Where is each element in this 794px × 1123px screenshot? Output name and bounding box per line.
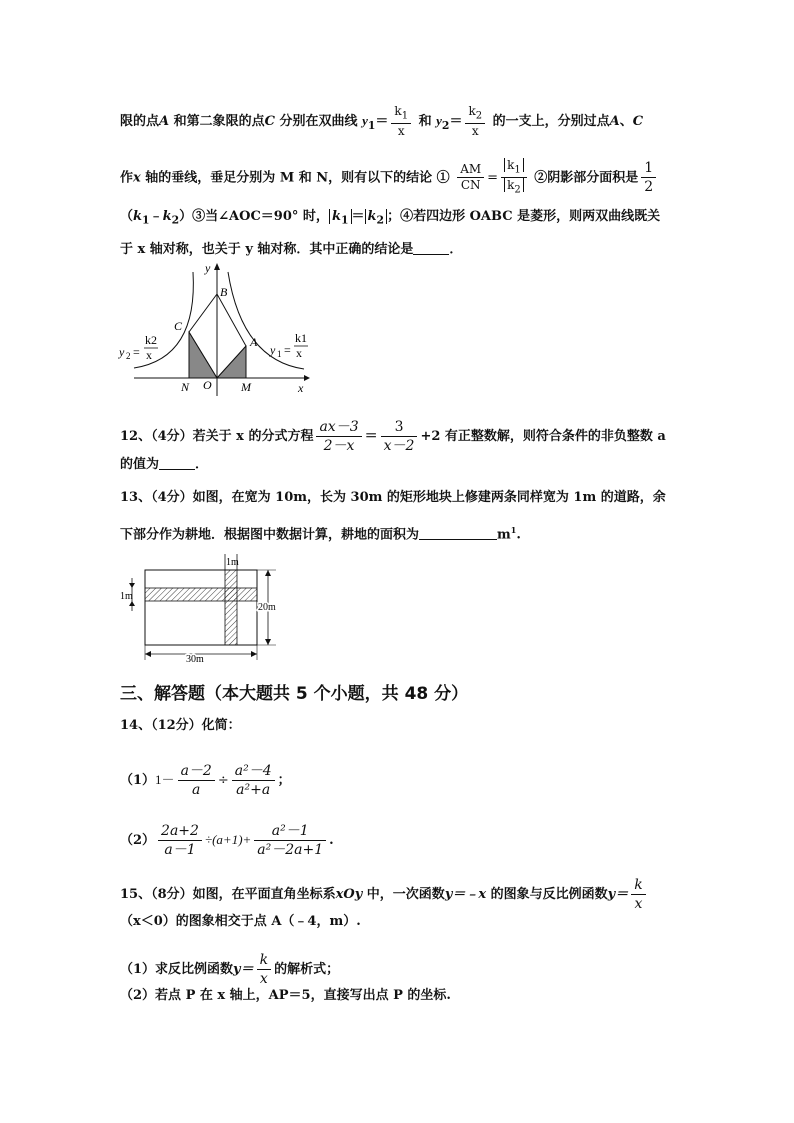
q15-part-2 — [120, 987, 451, 1005]
y1-num: k1 — [295, 331, 307, 345]
field-rectangle — [145, 570, 257, 645]
frac-den: 2－x — [316, 436, 361, 455]
point-b-label: B — [220, 285, 228, 299]
var-x: x — [133, 170, 141, 186]
y1-sub: 1 — [277, 349, 282, 359]
point-label: C — [632, 114, 644, 130]
fraction-a-minus-2-over-a — [178, 762, 215, 799]
subscript: 1 — [367, 118, 376, 132]
fraction-a2-minus-1 — [254, 822, 326, 859]
subscript: 1 — [142, 213, 150, 227]
y2-num: k2 — [145, 333, 157, 347]
expr-text: 1－ — [155, 772, 175, 787]
var-y: y — [436, 113, 442, 129]
y1-eq: = — [284, 343, 291, 357]
fraction-k1-x — [391, 104, 411, 139]
superscript: 1 — [510, 525, 517, 535]
q14-part-2 — [120, 822, 334, 859]
y2-sub: 2 — [126, 351, 131, 361]
q15-text: （1）求反比例函数 — [120, 962, 234, 977]
equals: ＝ — [351, 209, 365, 224]
frac-num: a²－4 — [234, 763, 272, 779]
unit: m — [497, 527, 511, 543]
period: ． — [449, 242, 463, 257]
point-label: A — [609, 114, 620, 130]
equals: ＝ — [375, 114, 389, 130]
bottom-dim-arrow-right — [251, 651, 257, 657]
q14-text: 14、（12分）化简： — [120, 718, 241, 733]
frac-den: x — [391, 123, 411, 139]
point-a-label: A — [250, 335, 258, 349]
q11-line-2 — [120, 158, 659, 198]
frac-den: x－2 — [381, 436, 418, 455]
answer-blank[interactable] — [419, 527, 497, 540]
var-k: k — [367, 209, 377, 224]
top-1m-label: 1m — [226, 557, 239, 568]
q15-line-2 — [120, 913, 361, 931]
bottom-dim-arrow-left — [145, 651, 151, 657]
frac-den: x — [465, 123, 485, 139]
fraction-half — [641, 159, 656, 196]
q15-text: 中，一次函数 — [362, 887, 445, 902]
q13-text: 13、（4分）如图，在宽为 10m，长为 30m 的矩形地块上修建两条同样宽为 1m 的道路，余 — [120, 490, 666, 505]
equals: ＝ — [364, 429, 378, 444]
frac-num: AM — [460, 162, 482, 177]
q11-text: 和 — [414, 114, 432, 130]
q15-text: （x＜0）的图象相交于点 A（﹣4，m）. — [120, 914, 361, 929]
coord-system: xOy — [335, 887, 363, 902]
q12-line-2 — [120, 456, 208, 474]
q15-text: 的图象与反比例函数 — [486, 887, 608, 902]
linear-fn: y＝﹣x — [444, 887, 487, 902]
point-o-label: O — [203, 378, 212, 392]
var-k: k — [331, 209, 341, 224]
y2-label: y — [119, 345, 125, 359]
q12-text: +2 有正整数解，则符合条件的非负整数 a — [420, 429, 666, 444]
right-dim-arrow-top — [265, 570, 271, 576]
expr-text: ÷(a+1)+ — [204, 832, 252, 847]
part-label: （2） — [120, 833, 156, 848]
fraction-a2-minus-4 — [232, 762, 275, 799]
subscript: 1 — [401, 110, 409, 122]
q15-line-1 — [120, 876, 649, 913]
hyperbola-y2-branch — [134, 272, 193, 368]
y2-den: x — [146, 348, 152, 362]
frac-num: 3 — [394, 419, 404, 435]
q15-part-1 — [120, 951, 339, 988]
frac-num: ax－3 — [319, 419, 359, 435]
point-n-label: N — [181, 380, 190, 394]
point-c-label: C — [174, 319, 183, 333]
subscript: 2 — [376, 213, 385, 227]
horizontal-road — [145, 588, 257, 601]
q11-hyperbola-figure — [112, 258, 312, 398]
divide: ÷ — [217, 773, 229, 788]
vertical-road — [225, 570, 237, 645]
y1-den: x — [296, 346, 302, 360]
frac-den: a－1 — [158, 840, 202, 859]
fraction-2a-plus-2 — [158, 822, 202, 859]
y2-eq: = — [133, 345, 140, 359]
right-dim-arrow-bottom — [265, 639, 271, 645]
period: ． — [195, 457, 209, 472]
q13-line-2 — [120, 521, 521, 544]
var-k: k — [162, 209, 172, 224]
paren: （ — [120, 209, 134, 224]
separator: 、 — [619, 114, 633, 130]
q11-text: ）③当∠AOC＝90° 时， — [179, 209, 329, 224]
y1-label: y — [270, 343, 276, 357]
q11-line-1 — [120, 104, 643, 139]
q11-text: 分别在双曲线 — [275, 114, 358, 130]
right-20m-label: 20m — [258, 602, 276, 613]
left-1m-label: 1m — [120, 591, 133, 602]
q11-text: ②阴影部分面积是 — [529, 170, 639, 186]
subscript: 1 — [340, 213, 349, 227]
frac-den: x — [257, 969, 271, 988]
frac-den: a²+a — [232, 780, 275, 799]
fraction-left — [316, 418, 361, 455]
q12-text: 的值为 — [120, 457, 160, 472]
frac-num: 1 — [644, 160, 654, 177]
frac-den: a — [178, 780, 215, 799]
subscript: 1 — [514, 164, 521, 176]
minus: ﹣ — [149, 209, 163, 224]
q15-text: （2）若点 P 在 x 轴上，AP＝5，直接写出点 P 的坐标. — [120, 988, 451, 1003]
point-label: C — [264, 114, 275, 130]
equals: = — [487, 170, 499, 186]
frac-num: 2a+2 — [161, 823, 199, 839]
x-axis-arrow — [304, 375, 310, 381]
frac-den: k — [507, 178, 515, 193]
subscript: 2 — [475, 110, 483, 122]
inverse-fn: y＝ — [607, 887, 629, 902]
q11-text: 作 — [120, 170, 134, 186]
y-axis-label: y — [205, 261, 211, 275]
q13-text: 下部分作为耕地．根据图中数据计算，耕地的面积为 — [120, 527, 420, 543]
q15-text: 的解析式； — [274, 962, 340, 977]
equals: ＝ — [449, 114, 463, 130]
frac-den: CN — [457, 177, 484, 193]
frac-den: 2 — [641, 177, 656, 196]
fraction-abs-k1-k2 — [501, 158, 527, 198]
part-label: （1） — [120, 773, 156, 788]
q13-line-1 — [120, 489, 666, 507]
answer-blank[interactable] — [413, 242, 449, 255]
frac-num: k — [634, 877, 643, 893]
frac-num: k — [259, 952, 269, 968]
frac-num: a²－1 — [271, 823, 309, 839]
frac-num: k — [468, 104, 476, 118]
point-label: A — [159, 114, 170, 130]
fraction-am-cn — [457, 162, 484, 193]
frac-num: k — [394, 104, 402, 118]
subscript: 2 — [514, 184, 521, 196]
q14-title — [120, 717, 241, 735]
q12-text: 12、（4分）若关于 x 的分式方程 — [120, 429, 314, 444]
q11-line-4 — [120, 241, 462, 259]
q11-text: 的一支上，分别过点 — [488, 114, 610, 130]
section-heading: 三、解答题（本大题共 5 个小题，共 48 分） — [120, 684, 469, 704]
semicolon: ； — [277, 773, 291, 788]
fraction-k2-x — [465, 104, 485, 139]
fraction-right — [381, 418, 418, 455]
frac-num: k — [507, 158, 515, 172]
answer-blank[interactable] — [159, 457, 195, 470]
q13-field-figure — [118, 552, 294, 664]
y-axis-arrow — [214, 263, 220, 270]
q11-text: 限的点 — [120, 114, 160, 130]
q12-line-1 — [120, 418, 666, 455]
inverse-fn: y＝ — [233, 962, 254, 977]
fraction-k-over-x — [257, 951, 271, 988]
var-y: y — [362, 113, 368, 129]
frac-den: a²－2a+1 — [254, 840, 326, 859]
fraction-k-over-x — [631, 876, 645, 913]
x-axis-label: x — [298, 381, 304, 395]
q11-text: 和第二象限的点 — [169, 114, 265, 130]
period: . — [329, 833, 334, 848]
q15-text: 15、（8分）如图，在平面直角坐标系 — [120, 887, 336, 902]
point-m-label: M — [241, 380, 251, 394]
q11-line-3 — [120, 208, 660, 230]
q11-text: ；④若四边形 OABC 是菱形，则两双曲线既关 — [387, 209, 661, 224]
subscript: 2 — [171, 213, 180, 227]
frac-num: a－2 — [180, 763, 212, 779]
left-dim-arrow-down — [129, 583, 135, 588]
bottom-30m-label: 30m — [186, 654, 204, 664]
q11-text: 轴的垂线，垂足分别为 M 和 N，则有以下的结论 ① — [140, 170, 450, 186]
var-k: k — [133, 209, 143, 224]
period: . — [516, 527, 521, 543]
frac-den: x — [631, 894, 645, 913]
q11-text: 于 x 轴对称，也关于 y 轴对称．其中正确的结论是 — [120, 242, 414, 257]
q14-part-1 — [120, 762, 291, 799]
subscript: 2 — [441, 118, 450, 132]
